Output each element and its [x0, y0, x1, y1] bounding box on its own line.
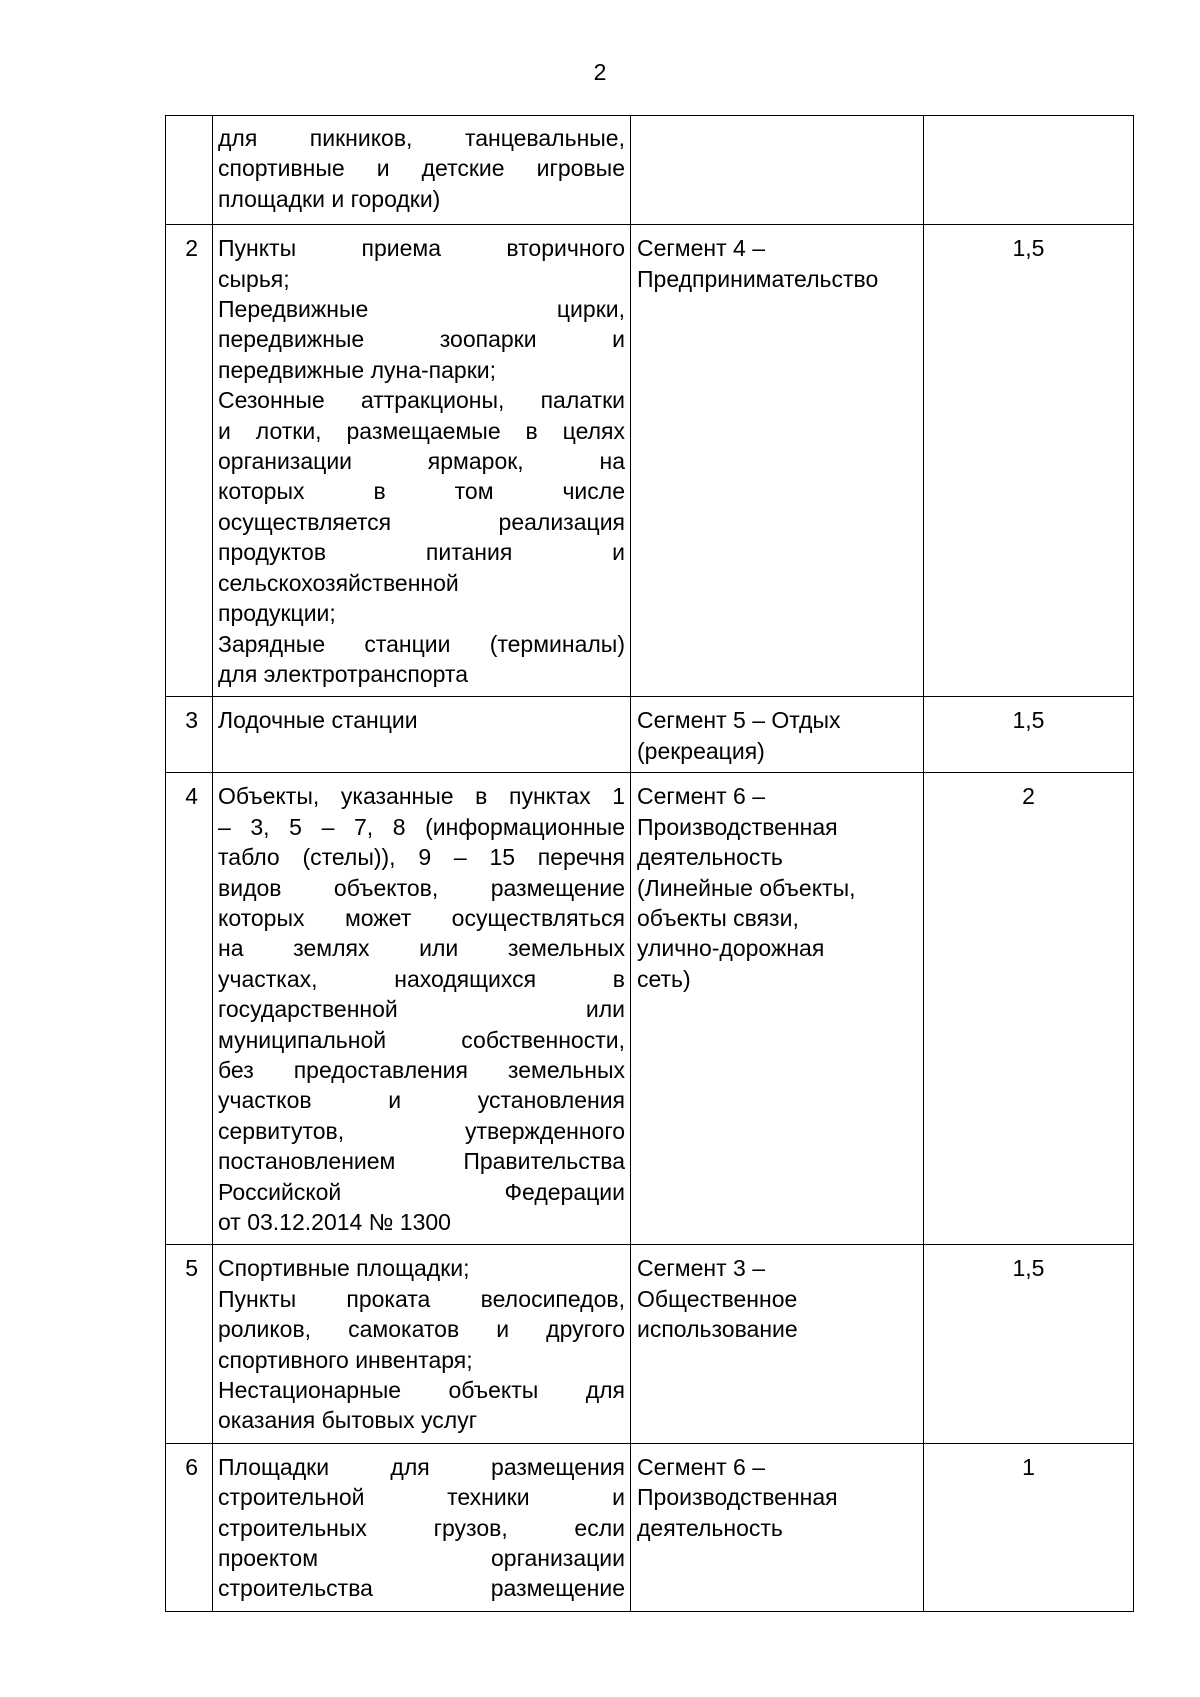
- segment-line: использование: [637, 1316, 798, 1343]
- page-number: 2: [593, 59, 607, 85]
- coefficient-value: 1,5: [1012, 1255, 1045, 1282]
- objects-text: [213, 1245, 630, 1442]
- objects-line: организации ярмарок, на: [218, 448, 625, 475]
- objects-line: Нестационарные объекты для: [218, 1377, 625, 1404]
- coefficient-cell: [924, 1443, 1134, 1611]
- segment-text: [631, 116, 923, 124]
- objects-cell: [213, 773, 631, 1245]
- objects-line: сервитутов, утвержденного: [218, 1117, 625, 1144]
- coefficient-cell: [924, 1245, 1134, 1443]
- objects-cell: [213, 1245, 631, 1443]
- segment-line: (Линейные объекты,: [637, 874, 856, 901]
- row-number: [166, 116, 212, 124]
- objects-text: [213, 697, 630, 742]
- coefficient-value: 1,5: [1012, 707, 1045, 734]
- objects-line: осуществляется реализация: [218, 508, 625, 535]
- table-row: [166, 225, 1134, 697]
- objects-line: роликов, самокатов и другого: [218, 1316, 625, 1343]
- objects-line: Пункты проката велосипедов,: [218, 1285, 625, 1312]
- objects-line: спортивного инвентаря;: [218, 1346, 473, 1373]
- objects-line: сырья;: [218, 265, 290, 292]
- objects-line: оказания бытовых услуг: [218, 1407, 478, 1434]
- segment-cell: [631, 1245, 924, 1443]
- coefficient-value: 2: [1022, 783, 1035, 810]
- objects-line: для пикников, танцевальные,: [218, 125, 625, 151]
- row-number: 2: [185, 235, 198, 262]
- row-number: 3: [185, 707, 198, 734]
- segment-line: Сегмент 3 –: [637, 1255, 765, 1282]
- objects-line: муниципальной собственности,: [218, 1026, 625, 1053]
- objects-line: участках, находящихся в: [218, 965, 625, 992]
- objects-line: площадки и городки): [218, 185, 441, 212]
- segment-line: Сегмент 6 –: [637, 783, 765, 810]
- table-row: [166, 773, 1134, 1245]
- objects-line: Российской Федерации: [218, 1178, 625, 1205]
- segment-cell: [631, 225, 924, 697]
- table-row: [166, 697, 1134, 773]
- objects-line: от 03.12.2014 № 1300: [218, 1209, 451, 1235]
- row-number-cell: [166, 1443, 213, 1611]
- objects-line: сельскохозяйственной: [218, 569, 459, 596]
- objects-line: Площадки для размещения: [218, 1453, 625, 1480]
- objects-text: [213, 1444, 630, 1611]
- row-number-cell: [166, 697, 213, 773]
- objects-line: – 3, 5 – 7, 8 (информационные: [218, 813, 625, 840]
- objects-line: передвижные луна-парки;: [218, 356, 497, 383]
- segment-line: сеть): [637, 965, 691, 992]
- table-row: [166, 1443, 1134, 1611]
- objects-line: строительной техники и: [218, 1484, 625, 1511]
- objects-text: [213, 116, 630, 224]
- objects-line: для электротранспорта: [218, 660, 468, 687]
- objects-line: передвижные зоопарки и: [218, 326, 625, 353]
- table-row: [166, 116, 1134, 225]
- segments-table: [165, 115, 1134, 1612]
- objects-line: государственной или: [218, 996, 625, 1023]
- segment-cell: [631, 773, 924, 1245]
- segment-cell: [631, 1443, 924, 1611]
- segment-line: улично-дорожная: [637, 935, 825, 962]
- coefficient-cell: [924, 116, 1134, 225]
- segment-text: [631, 697, 923, 766]
- segment-text: [631, 1444, 923, 1543]
- segment-line: (рекреация): [637, 737, 765, 764]
- objects-line: продуктов питания и: [218, 539, 625, 566]
- row-number: 6: [185, 1453, 198, 1480]
- objects-line: Лодочные станции: [218, 707, 418, 734]
- segment-line: Сегмент 6 –: [637, 1453, 765, 1480]
- row-number-cell: [166, 116, 213, 225]
- row-number: 4: [185, 783, 198, 810]
- objects-line: Передвижные цирки,: [218, 296, 625, 323]
- row-number-cell: [166, 773, 213, 1245]
- objects-line: Спортивные площадки;: [218, 1255, 470, 1282]
- objects-line: строительства размещение: [218, 1575, 625, 1602]
- coefficient-cell: [924, 773, 1134, 1245]
- objects-line: видов объектов, размещение: [218, 874, 625, 901]
- segment-line: Сегмент 4 –: [637, 235, 765, 262]
- segment-line: объекты связи,: [637, 904, 799, 931]
- objects-line: без предоставления земельных: [218, 1056, 625, 1083]
- objects-text: [213, 225, 630, 696]
- coefficient-value: [924, 116, 1133, 124]
- objects-cell: [213, 225, 631, 697]
- coefficient-value: 1,5: [1012, 235, 1045, 262]
- objects-cell: [213, 1443, 631, 1611]
- objects-line: на землях или земельных: [218, 935, 625, 962]
- objects-line: которых может осуществляться: [218, 904, 625, 931]
- segment-text: [631, 225, 923, 294]
- objects-line: Объекты, указанные в пунктах 1: [218, 783, 625, 810]
- objects-line: строительных грузов, если: [218, 1514, 625, 1541]
- segment-line: Общественное: [637, 1285, 798, 1312]
- segment-cell: [631, 697, 924, 773]
- row-number: 5: [185, 1255, 198, 1282]
- objects-line: Сезонные аттракционы, палатки: [218, 387, 625, 414]
- objects-line: участков и установления: [218, 1087, 625, 1114]
- segment-text: [631, 1245, 923, 1344]
- objects-line: табло (стелы)), 9 – 15 перечня: [218, 844, 625, 871]
- coefficient-cell: [924, 697, 1134, 773]
- segment-line: Производственная: [637, 813, 838, 840]
- coefficient-cell: [924, 225, 1134, 697]
- table-row: [166, 1245, 1134, 1443]
- segment-line: Сегмент 5 – Отдых: [637, 707, 841, 734]
- segment-text: [631, 773, 923, 994]
- row-number-cell: [166, 225, 213, 697]
- objects-line: проектом организации: [218, 1545, 625, 1572]
- objects-cell: [213, 116, 631, 225]
- objects-line: Зарядные станции (терминалы): [218, 630, 625, 657]
- objects-line: продукции;: [218, 600, 336, 627]
- segment-line: Предпринимательство: [637, 265, 879, 292]
- objects-line: и лотки, размещаемые в целях: [218, 417, 625, 444]
- row-number-cell: [166, 1245, 213, 1443]
- segment-line: Производственная: [637, 1484, 838, 1511]
- segment-line: деятельность: [637, 1514, 783, 1541]
- coefficient-value: 1: [1022, 1453, 1035, 1480]
- objects-line: Пункты приема вторичного: [218, 235, 625, 262]
- objects-line: спортивные и детские игровые: [218, 155, 625, 182]
- objects-text: [213, 773, 630, 1244]
- objects-line: которых в том числе: [218, 478, 625, 505]
- table-body: [166, 116, 1134, 1612]
- objects-cell: [213, 697, 631, 773]
- segment-cell: [631, 116, 924, 225]
- segment-line: деятельность: [637, 844, 783, 871]
- objects-line: постановлением Правительства: [218, 1148, 625, 1175]
